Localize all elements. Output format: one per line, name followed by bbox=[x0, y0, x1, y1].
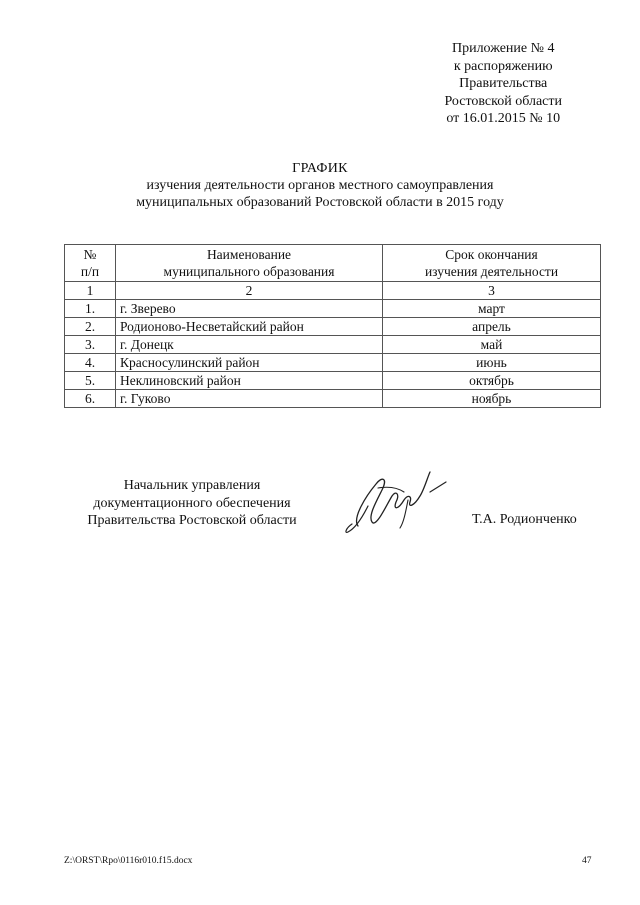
column-index: 3 bbox=[383, 282, 601, 300]
row-term: апрель bbox=[383, 318, 601, 336]
row-number: 1. bbox=[65, 300, 116, 318]
header-name-line-1: Наименование bbox=[206, 247, 292, 262]
appendix-line-4: Ростовской области bbox=[444, 93, 562, 109]
page-number: 47 bbox=[582, 856, 592, 866]
row-term: ноябрь bbox=[383, 390, 601, 408]
row-municipality: г. Донецк bbox=[116, 336, 383, 354]
document-title bbox=[0, 160, 640, 211]
table-row bbox=[65, 336, 601, 354]
header-term-line-1: Срок окончания bbox=[445, 247, 538, 262]
row-term: март bbox=[383, 300, 601, 318]
appendix-line-2: к распоряжению bbox=[453, 58, 553, 74]
table-header-row bbox=[65, 245, 601, 282]
schedule-table bbox=[64, 244, 601, 408]
row-term: октябрь bbox=[383, 372, 601, 390]
appendix-line-3: Правительства bbox=[459, 76, 548, 91]
table-row bbox=[65, 300, 601, 318]
position-line-1: Начальник управления bbox=[123, 478, 261, 493]
row-term: май bbox=[383, 336, 601, 354]
header-number-line-1: № bbox=[83, 247, 97, 262]
table-row bbox=[65, 390, 601, 408]
column-index: 2 bbox=[116, 282, 383, 300]
row-number: 3. bbox=[65, 336, 116, 354]
header-number bbox=[65, 245, 116, 282]
row-term: июнь bbox=[383, 354, 601, 372]
handwritten-signature-icon bbox=[338, 466, 458, 546]
row-municipality: г. Зверево bbox=[116, 300, 383, 318]
appendix-line-5: от 16.01.2015 № 10 bbox=[446, 111, 561, 126]
row-municipality: Красносулинский район bbox=[116, 354, 383, 372]
signer-name: Т.А. Родионченко bbox=[472, 512, 577, 527]
title-line-2: муниципальных образований Ростовской области в 2015 году bbox=[136, 195, 504, 210]
header-number-line-2: п/п bbox=[80, 264, 100, 279]
table-row bbox=[65, 354, 601, 372]
header-term-line-2: изучения деятельности bbox=[424, 264, 559, 279]
column-index: 1 bbox=[65, 282, 116, 300]
header-term bbox=[383, 245, 601, 282]
row-number: 2. bbox=[65, 318, 116, 336]
row-municipality: Родионово-Несветайский район bbox=[116, 318, 383, 336]
table-row bbox=[65, 318, 601, 336]
position-line-2: документационного обеспечения bbox=[93, 495, 291, 511]
row-municipality: г. Гуково bbox=[116, 390, 383, 408]
row-number: 5. bbox=[65, 372, 116, 390]
position-line-3: Правительства Ростовской области bbox=[87, 513, 297, 528]
title-line-1: изучения деятельности органов местного самоуправления bbox=[146, 178, 494, 193]
row-number: 6. bbox=[65, 390, 116, 408]
file-path: Z:\ORST\Rpo\0116r010.f15.docx bbox=[64, 856, 193, 866]
appendix-line-1: Приложение № 4 bbox=[451, 41, 555, 56]
column-index-row bbox=[65, 282, 601, 300]
title-heading: ГРАФИК bbox=[292, 161, 348, 176]
header-name bbox=[116, 245, 383, 282]
header-name-line-2: муниципального образования bbox=[163, 264, 335, 279]
row-municipality: Неклиновский район bbox=[116, 372, 383, 390]
table-row bbox=[65, 372, 601, 390]
row-number: 4. bbox=[65, 354, 116, 372]
appendix-header bbox=[444, 40, 562, 128]
signatory-position bbox=[62, 477, 322, 530]
